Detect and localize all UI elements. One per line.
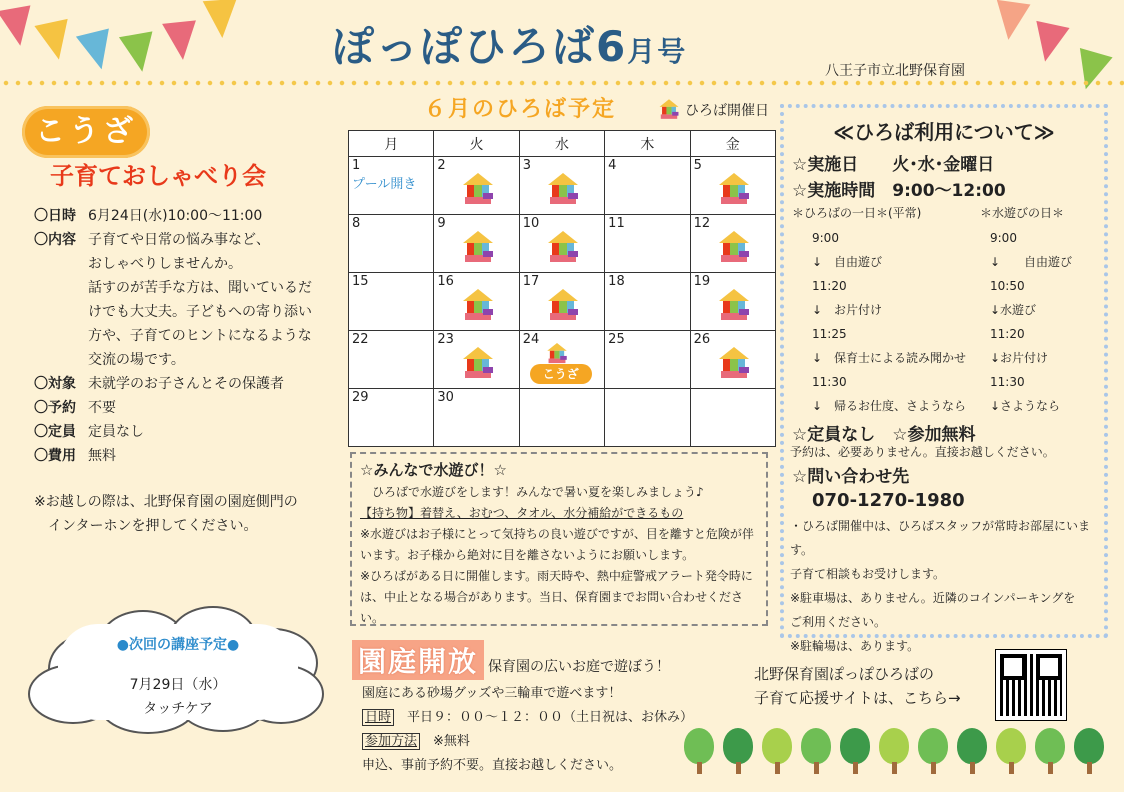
tree-icon xyxy=(801,728,831,776)
calendar-day-cell xyxy=(434,215,519,273)
tree-icon xyxy=(762,728,792,776)
weekday-header: 火 xyxy=(434,131,519,157)
block-house-icon xyxy=(715,287,753,325)
garden-fee-label: 参加方法 xyxy=(362,733,420,750)
info-content-line: 交流の場です。 xyxy=(88,352,185,368)
info-row-content: 〇内容 子育てや日常の悩み事など、 xyxy=(34,232,270,248)
garden-time-text: 平日９：００～１２：００（土日祝は、お休み） xyxy=(407,710,694,725)
day-number: 5 xyxy=(693,158,702,173)
schedule-step: 10:50 xyxy=(990,279,1025,293)
water-line: ひろばで水遊びをします！みんなで暑い夏を楽しみましょう♪ xyxy=(372,485,704,499)
water-play-box xyxy=(350,452,768,626)
info-content-line: けでも大丈夫。子どもへの寄り添い xyxy=(88,304,312,320)
day-number: 24 xyxy=(522,332,540,347)
info-row-fee: 〇費用 無料 xyxy=(34,448,116,464)
day-number: 25 xyxy=(608,332,625,347)
legend-label: ひろば開催日 xyxy=(685,103,769,119)
schedule-water-list xyxy=(990,226,1072,418)
day-number: 3 xyxy=(522,158,532,173)
note-line: ご利用ください。 xyxy=(790,615,887,629)
calendar-legend xyxy=(656,98,769,122)
dotted-divider xyxy=(0,80,1124,86)
schedule-step: ↓ 自由遊び xyxy=(990,255,1073,269)
usage-title: ≪ひろば利用について≫ xyxy=(833,120,1055,144)
schedule-step: 11:25 xyxy=(812,327,847,341)
schedule-step: 11:20 xyxy=(812,279,847,293)
day-number: 19 xyxy=(693,274,711,289)
schedule-step: ↓ 保育士による読み聞かせ xyxy=(812,351,967,365)
next-session-heading: ●次回の講座予定● xyxy=(116,637,240,653)
tree-icon xyxy=(723,728,753,776)
calendar-day-cell xyxy=(349,331,434,389)
calendar-week-row xyxy=(349,157,776,215)
weekday-header: 水 xyxy=(519,131,604,157)
next-session-topic: タッチケア xyxy=(143,701,213,717)
garden-body xyxy=(362,682,693,778)
calendar-header-row xyxy=(349,131,776,157)
water-line: います。お子様から絶対に目を離さないようにお願いします。 xyxy=(360,548,695,562)
calendar-day-cell xyxy=(434,331,519,389)
tree-icon xyxy=(918,728,948,776)
block-house-icon xyxy=(545,342,570,367)
calendar-day-cell xyxy=(690,215,775,273)
calendar-day-cell xyxy=(690,389,775,447)
calendar-day-cell xyxy=(690,331,775,389)
capacity-line: ☆定員なし ☆参加無料 xyxy=(792,425,976,445)
info-row-capacity: 〇定員 定員なし xyxy=(34,424,144,440)
day-number: 11 xyxy=(608,216,625,231)
calendar-day-cell xyxy=(690,273,775,331)
capacity-note: 予約は、必要ありません。直接お越しください。 xyxy=(790,445,1055,459)
qr-code-icon[interactable] xyxy=(996,650,1066,720)
day-number: 23 xyxy=(437,332,454,347)
kouza-badge: こうざ xyxy=(22,106,150,158)
schedule-step: ↓さようなら xyxy=(990,399,1061,413)
schedule-step: 9:00 xyxy=(990,231,1017,245)
garden-time-label: 日時 xyxy=(362,709,394,726)
water-line: ※水遊びはお子様にとって気持ちの良い遊びですが、目を離すと危険が伴 xyxy=(360,527,754,541)
note-line: ※駐輪場は、あります。 xyxy=(790,639,920,653)
calendar-day-cell xyxy=(519,273,604,331)
day-number: 16 xyxy=(437,274,454,289)
schedule-normal-title: ＊ひろばの一日＊(平常) xyxy=(792,206,922,220)
block-house-icon xyxy=(715,229,753,267)
schedule-step: 11:20 xyxy=(990,327,1025,341)
day-number: 17 xyxy=(522,274,540,289)
calendar-day-cell xyxy=(605,331,690,389)
garden-line: 園庭にある砂場グッズや三輪車で遊べます！ xyxy=(362,686,622,701)
calendar-week-row xyxy=(349,273,776,331)
schedule-step: 11:30 xyxy=(812,375,847,389)
info-content-line: おしゃべりしませんか。 xyxy=(88,256,242,272)
calendar-day-cell xyxy=(605,273,690,331)
calendar-day-cell xyxy=(349,273,434,331)
contact-label: ☆問い合わせ先 xyxy=(792,467,910,487)
next-session-cloud xyxy=(28,604,328,734)
calendar-day-cell xyxy=(605,215,690,273)
day-number: 26 xyxy=(693,332,711,347)
notice-line: インターホンを押してください。 xyxy=(48,518,258,534)
day-number: 1 xyxy=(352,158,361,173)
calendar-day-cell xyxy=(519,331,604,389)
talk-info xyxy=(34,204,334,468)
calendar-day-cell xyxy=(349,389,434,447)
schedule-step: ↓ お片付け xyxy=(812,303,883,317)
schedule-water-title: ＊水遊びの日＊ xyxy=(980,206,1065,220)
garden-fee-row xyxy=(362,730,693,754)
next-session-date: 7月29日（水） xyxy=(129,677,227,693)
usage-notes xyxy=(790,514,1102,658)
day-number: 4 xyxy=(608,158,617,173)
day-number: 2 xyxy=(437,158,446,173)
water-belongings: 【持ち物】着替え、おむつ、タオル、水分補給ができるもの xyxy=(360,506,684,520)
block-house-icon xyxy=(544,287,582,325)
water-line: は、中止となる場合があります。当日、保育園までお問い合わせください。 xyxy=(360,590,744,625)
calendar-day-cell xyxy=(605,389,690,447)
schedule-step: ↓水遊び xyxy=(990,303,1037,317)
calendar-day-cell xyxy=(605,157,690,215)
info-row-target: 〇対象 未就学のお子さんとその保護者 xyxy=(34,376,284,392)
kouza-mini-badge: こうざ xyxy=(530,364,592,384)
day-number: 29 xyxy=(352,390,369,405)
block-house-icon xyxy=(459,171,497,209)
talk-title: 子育ておしゃべり会 xyxy=(50,162,266,190)
days-row: ☆実施日 火･水･金曜日 xyxy=(792,155,995,175)
tree-icon xyxy=(957,728,987,776)
weekday-header: 木 xyxy=(605,131,690,157)
calendar-day-cell xyxy=(349,215,434,273)
calendar-week-row xyxy=(349,389,776,447)
block-house-icon xyxy=(544,229,582,267)
calendar-week-row xyxy=(349,331,776,389)
garden-line: 申込、事前予約不要。直接お越しください。 xyxy=(362,758,623,773)
hours-row: ☆実施時間 9:00～12:00 xyxy=(792,181,1006,201)
block-house-icon xyxy=(459,229,497,267)
site-line: 北野保育園ぽっぽひろばの xyxy=(754,665,935,683)
info-row-reservation: 〇予約 不要 xyxy=(34,400,116,416)
calendar-day-cell xyxy=(434,273,519,331)
schedule-step: 11:30 xyxy=(990,375,1025,389)
block-house-icon xyxy=(544,171,582,209)
info-content-line: 話すのが苦手な方は、聞いているだ xyxy=(88,280,312,296)
day-note: プール開き xyxy=(352,177,417,192)
calendar-day-cell xyxy=(690,157,775,215)
schedule-step: 9:00 xyxy=(812,231,839,245)
site-line: 子育て応援サイトは、こちら→ xyxy=(754,689,961,707)
garden-fee-text: ※無料 xyxy=(433,734,470,749)
day-number: 8 xyxy=(352,216,361,231)
tree-icon xyxy=(1074,728,1104,776)
support-site-text xyxy=(754,662,961,710)
bunting-left xyxy=(0,0,240,90)
weekday-header: 金 xyxy=(690,131,775,157)
calendar-day-cell xyxy=(434,389,519,447)
day-number: 10 xyxy=(522,216,540,231)
calendar-week-row xyxy=(349,215,776,273)
calendar-day-cell xyxy=(434,157,519,215)
tree-icon xyxy=(684,728,714,776)
schedule-normal-list xyxy=(812,226,966,418)
schedule-step: ↓ 帰るお仕度、さようなら xyxy=(812,399,967,413)
note-line: 子育て相談もお受けします。 xyxy=(790,567,946,581)
weekday-header: 月 xyxy=(349,131,434,157)
day-number: 18 xyxy=(608,274,625,289)
tree-icon xyxy=(1035,728,1065,776)
schedule-step: ↓お片付け xyxy=(990,351,1049,365)
tree-row xyxy=(684,728,1104,776)
schedule-step: ↓ 自由遊び xyxy=(812,255,883,269)
tree-icon xyxy=(996,728,1026,776)
block-house-icon xyxy=(656,98,682,122)
garden-subtitle: 保育園の広いお庭で遊ぼう！ xyxy=(488,659,670,675)
garden-open-badge: 園庭開放 xyxy=(352,640,484,680)
block-house-icon xyxy=(715,345,753,383)
block-house-icon xyxy=(715,171,753,209)
visit-notice xyxy=(34,490,334,538)
contact-phone: 070-1270-1980 xyxy=(812,490,965,511)
block-house-icon xyxy=(459,345,497,383)
calendar-table xyxy=(348,130,776,447)
note-line: ・ひろば開催中は、ひろばスタッフが常時お部屋にいます。 xyxy=(790,519,1091,557)
calendar-day-cell xyxy=(519,157,604,215)
day-number: 9 xyxy=(437,216,446,231)
day-number: 30 xyxy=(437,390,454,405)
day-number: 22 xyxy=(352,332,369,347)
tree-icon xyxy=(879,728,909,776)
note-line: ※駐車場は、ありません。近隣のコインパーキングを xyxy=(790,591,1076,605)
info-content-line: 方や、子育てのヒントになるような xyxy=(88,328,312,344)
notice-line: ※お越しの際は、北野保育園の園庭側門の xyxy=(34,494,298,510)
info-row-date: 〇日時 6月24日(水)10:00～11:00 xyxy=(34,208,263,224)
water-play-title: ☆みんなで水遊び！☆ xyxy=(360,461,507,479)
schedule-title: ６月のひろば予定 xyxy=(424,97,617,122)
water-line: ※ひろばがある日に開催します。雨天時や、熱中症警戒アラート発令時に xyxy=(360,569,753,583)
calendar-day-cell xyxy=(519,215,604,273)
calendar-day-cell xyxy=(519,389,604,447)
day-number: 15 xyxy=(352,274,369,289)
organization-name: 八王子市立北野保育園 xyxy=(825,63,965,79)
day-number: 12 xyxy=(693,216,711,231)
tree-icon xyxy=(840,728,870,776)
block-house-icon xyxy=(459,287,497,325)
calendar-day-cell xyxy=(349,157,434,215)
page-title: ぽっぽひろば6月号 xyxy=(332,22,688,71)
garden-time-row xyxy=(362,706,693,730)
